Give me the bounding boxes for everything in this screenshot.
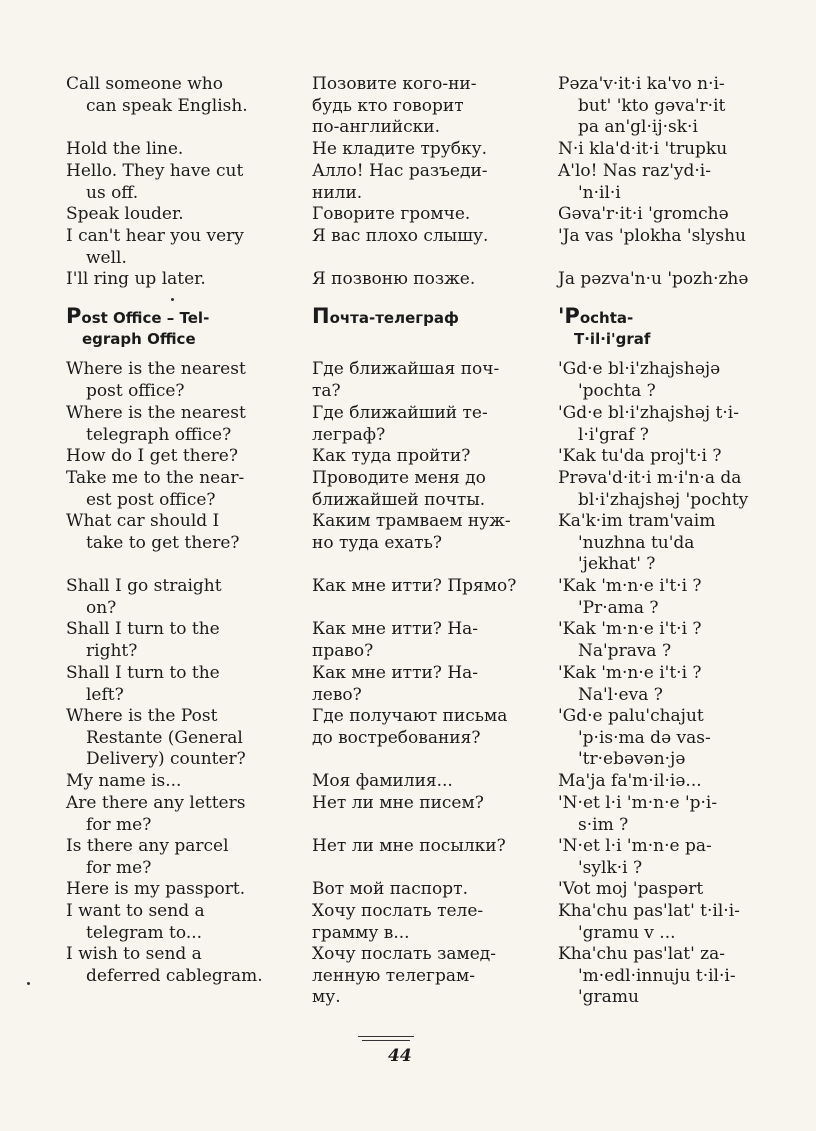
phrase-line: s·im ?: [578, 814, 629, 835]
phrase-line: по-английски.: [312, 117, 441, 137]
phrase-line: Na'l·eva ?: [578, 684, 663, 705]
phrase-entry: [558, 879, 758, 901]
phrase-line: Хочу послать теле-: [312, 901, 484, 921]
phrase-entry: [312, 403, 512, 446]
phrase-entry: [558, 901, 758, 944]
phrase-entry: [66, 663, 266, 706]
phrase-line: лево?: [312, 684, 362, 705]
phrase-entry: [558, 706, 758, 771]
margin-dot: [27, 982, 30, 985]
phrase-line: 'gramu v ...: [578, 922, 676, 943]
phrase-line: Where is the nearest: [66, 403, 246, 423]
phrase-line: Restante (General: [86, 727, 243, 748]
phrase-line: Не кладите трубку.: [312, 139, 488, 159]
phrase-line: for me?: [86, 857, 152, 878]
phrase-line: Are there any letters: [66, 793, 246, 813]
heading-text: ochta-: [579, 309, 634, 327]
phrase-entry: [558, 161, 758, 204]
phrase-line: est post office?: [86, 489, 216, 510]
phrase-line: How do I get there?: [66, 446, 238, 466]
phrase-entry: [312, 446, 512, 468]
phrase-entry: [558, 836, 758, 879]
phrase-entry: [312, 226, 512, 248]
phrase-entry: [558, 204, 758, 226]
phrase-line: Ja pəzva'n·u 'pozh·zhə: [558, 269, 749, 289]
phrase-entry: [66, 161, 266, 204]
phrase-line: Каким трамваем нуж-: [312, 511, 511, 531]
heading-initial: П: [312, 304, 330, 328]
phrase-line: for me?: [86, 814, 152, 835]
section-heading: [312, 306, 512, 329]
phrase-entry: [312, 511, 512, 554]
phrase-entry: [66, 359, 266, 402]
phrase-entry: [66, 403, 266, 446]
phrase-entry: [312, 901, 512, 944]
phrase-line: pa an'gl·ij·sk·i: [578, 117, 698, 137]
heading-initial: 'P: [558, 304, 580, 328]
phrase-entry: [558, 663, 758, 706]
phrase-line: telegraph office?: [86, 424, 232, 445]
phrase-line: Where is the Post: [66, 706, 218, 726]
phrase-line: 'Kak 'm·n·e i't·i ?: [558, 576, 702, 596]
phrase-entry: [66, 576, 266, 619]
phrase-line: ближайшей почты.: [312, 489, 486, 510]
phrase-line: 'Gd·e palu'chajut: [558, 706, 704, 726]
phrase-line: post office?: [86, 380, 185, 401]
phrase-line: Говорите громче.: [312, 204, 471, 224]
phrase-line: 'Kak 'm·n·e i't·i ?: [558, 663, 702, 683]
phrase-line: будь кто говорит: [312, 95, 464, 116]
phrase-line: left?: [86, 684, 124, 705]
phrase-line: I want to send a: [66, 901, 205, 921]
phrase-entry: [312, 576, 517, 598]
phrase-line: Call someone who: [66, 74, 223, 94]
phrase-line: Is there any parcel: [66, 836, 229, 856]
phrase-line: Как мне итти? На-: [312, 663, 479, 683]
phrase-line: 'gramu: [578, 987, 639, 1007]
heading-text: очта-телеграф: [329, 309, 459, 327]
phrase-line: 'N·et l·i 'm·n·e pa-: [558, 836, 712, 856]
phrase-entry: [66, 269, 266, 291]
phrase-line: 'jekhat' ?: [578, 554, 656, 574]
phrase-line: 'Kak tu'da proj't·i ?: [558, 446, 722, 466]
phrase-line: 'sylk·i ?: [578, 857, 643, 878]
phrase-line: bl·i'zhajshəj 'pochty: [578, 489, 749, 510]
phrase-entry: [558, 74, 758, 139]
phrase-entry: [558, 771, 758, 793]
phrase-entry: [66, 879, 266, 901]
phrase-entry: [312, 771, 512, 793]
phrase-line: Gəva'r·it·i 'gromchə: [558, 204, 729, 224]
phrase-line: Shall I go straight: [66, 576, 222, 596]
phrase-line: Ma'ja fa'm·il·iə...: [558, 771, 702, 791]
phrase-line: on?: [86, 597, 117, 618]
phrase-entry: [66, 468, 266, 511]
phrase-line: 'N·et l·i 'm·n·e 'p·i-: [558, 793, 718, 813]
phrase-entry: [66, 74, 266, 117]
phrase-line: Kha'chu pas'lat' za-: [558, 944, 726, 964]
phrase-entry: [66, 793, 266, 836]
phrase-entry: [312, 269, 512, 291]
phrase-entry: [312, 468, 512, 511]
phrase-line: 'n·il·i: [578, 182, 621, 203]
phrase-line: Hold the line.: [66, 139, 184, 159]
phrase-line: до востребования?: [312, 727, 481, 748]
phrase-entry: [312, 619, 512, 662]
phrase-line: N·i kla'd·it·i 'trupku: [558, 139, 728, 159]
heading-line: T·il·i'graf: [574, 330, 651, 348]
phrase-line: Delivery) counter?: [86, 749, 246, 769]
phrase-entry: [558, 619, 758, 662]
phrase-line: telegram to...: [86, 922, 203, 943]
phrase-line: My name is...: [66, 771, 182, 791]
phrase-entry: [66, 446, 266, 468]
phrase-line: Моя фамилия...: [312, 771, 453, 791]
footer-rule: [358, 1036, 414, 1037]
phrase-line: но туда ехать?: [312, 532, 442, 553]
phrase-entry: [558, 446, 758, 468]
phrase-line: us off.: [86, 182, 139, 203]
phrase-line: Как мне итти? Прямо?: [312, 576, 517, 596]
phrase-entry: [66, 204, 266, 226]
phrase-line: but' 'kto gəva'r·it: [578, 95, 726, 116]
phrase-line: l·i'graf ?: [578, 424, 649, 445]
phrase-entry: [558, 139, 758, 161]
phrase-entry: [558, 403, 758, 446]
phrase-entry: [312, 139, 512, 161]
phrase-line: Na'prava ?: [578, 640, 672, 661]
phrase-line: 'Pr·ama ?: [578, 597, 659, 618]
phrase-line: Where is the nearest: [66, 359, 246, 379]
phrase-line: 'm·edl·innuju t·il·i-: [578, 965, 736, 986]
phrase-line: Speak louder.: [66, 204, 184, 224]
phrase-line: take to get there?: [86, 532, 240, 553]
phrase-line: Hello. They have cut: [66, 161, 244, 181]
phrase-line: Хочу послать замед-: [312, 944, 496, 964]
phrase-line: нили.: [312, 182, 363, 203]
phrase-line: ленную телеграм-: [312, 965, 475, 986]
section-heading: [558, 306, 758, 350]
phrase-line: Prəva'd·it·i m·i'n·a da: [558, 468, 742, 488]
phrase-line: Shall I turn to the: [66, 663, 220, 683]
phrase-line: 'Ja vas 'plokha 'slyshu: [558, 226, 746, 246]
footer-rule: [362, 1040, 410, 1041]
page-number: 44: [388, 1046, 412, 1066]
phrase-entry: [312, 793, 512, 815]
phrase-entry: [558, 468, 758, 511]
phrase-entry: [312, 204, 512, 226]
phrase-entry: [312, 836, 512, 858]
phrase-entry: [66, 139, 266, 161]
phrase-line: A'lo! Nas raz'yd·i-: [558, 161, 711, 181]
phrase-line: право?: [312, 640, 374, 661]
phrase-entry: [558, 576, 758, 619]
phrase-line: 'nuzhna tu'da: [578, 532, 695, 553]
phrase-line: Shall I turn to the: [66, 619, 220, 639]
phrase-line: леграф?: [312, 424, 386, 445]
phrase-line: Я позвоню позже.: [312, 269, 476, 289]
section-heading: [66, 306, 266, 350]
phrase-line: well.: [86, 247, 127, 268]
phrase-entry: [558, 944, 758, 1009]
phrase-line: Где ближайший те-: [312, 403, 488, 423]
phrase-line: I wish to send a: [66, 944, 202, 964]
phrase-entry: [312, 74, 512, 139]
phrase-entry: [312, 663, 512, 706]
phrase-line: 'Gd·e bl·i'zhajshəjə: [558, 359, 721, 379]
phrase-line: Kha'chu pas'lat' t·il·i-: [558, 901, 740, 921]
phrase-line: 'p·is·ma də vas-: [578, 727, 711, 748]
margin-dot: [171, 298, 174, 301]
phrase-line: 'pochta ?: [578, 380, 656, 401]
phrase-entry: [66, 706, 266, 771]
phrase-line: 'Kak 'm·n·e i't·i ?: [558, 619, 702, 639]
phrase-line: Нет ли мне писем?: [312, 793, 484, 813]
phrase-line: 'Vot moj 'paspərt: [558, 879, 704, 899]
phrase-line: What car should I: [66, 511, 220, 531]
phrase-line: 'Gd·e bl·i'zhajshəj t·i-: [558, 403, 739, 423]
phrase-entry: [66, 619, 266, 662]
heading-line: [558, 306, 758, 329]
phrase-line: Take me to the near-: [66, 468, 245, 488]
phrase-line: can speak English.: [86, 95, 248, 116]
phrase-line: I can't hear you very: [66, 226, 244, 246]
phrase-line: right?: [86, 640, 138, 661]
phrase-line: Как туда пройти?: [312, 446, 471, 466]
phrase-entry: [312, 359, 512, 402]
phrase-line: Вот мой паспорт.: [312, 879, 468, 899]
phrase-entry: [66, 901, 266, 944]
phrase-line: Проводите меня до: [312, 468, 486, 488]
phrase-line: 'tr·ebəvən·jə: [578, 749, 686, 769]
heading-initial: P: [66, 304, 82, 328]
phrase-line: Pəza'v·it·i ka'vo n·i-: [558, 74, 725, 94]
phrase-line: Ka'k·im tram'vaim: [558, 511, 716, 531]
heading-line: egraph Office: [82, 330, 196, 348]
heading-line: [312, 306, 512, 329]
heading-line: [66, 306, 266, 329]
phrase-entry: [66, 511, 266, 554]
phrase-entry: [312, 706, 512, 749]
phrase-line: Here is my passport.: [66, 879, 246, 899]
phrase-entry: [558, 511, 758, 576]
phrase-line: Позовите кого-ни-: [312, 74, 477, 94]
phrase-line: му.: [312, 987, 341, 1007]
heading-text: ost Office – Tel-: [81, 309, 210, 327]
phrase-line: I'll ring up later.: [66, 269, 206, 289]
phrase-entry: [312, 161, 512, 204]
phrase-line: Как мне итти? На-: [312, 619, 479, 639]
phrase-line: deferred cablegram.: [86, 965, 263, 986]
phrase-entry: [312, 944, 512, 1009]
phrase-entry: [558, 226, 758, 248]
phrase-entry: [558, 793, 758, 836]
phrase-entry: [66, 836, 266, 879]
phrase-entry: [66, 771, 266, 793]
phrase-entry: [66, 226, 266, 269]
phrase-line: Нет ли мне посылки?: [312, 836, 506, 856]
phrase-line: та?: [312, 380, 341, 401]
phrase-entry: [66, 944, 266, 987]
phrase-line: Алло! Нас разъеди-: [312, 161, 488, 181]
phrase-line: Я вас плохо слышу.: [312, 226, 489, 246]
phrase-entry: [558, 269, 758, 291]
phrase-line: Где ближайшая поч-: [312, 359, 500, 379]
phrase-entry: [312, 879, 512, 901]
phrase-entry: [558, 359, 758, 402]
phrase-line: грамму в...: [312, 922, 410, 943]
phrase-line: Где получают письма: [312, 706, 508, 726]
